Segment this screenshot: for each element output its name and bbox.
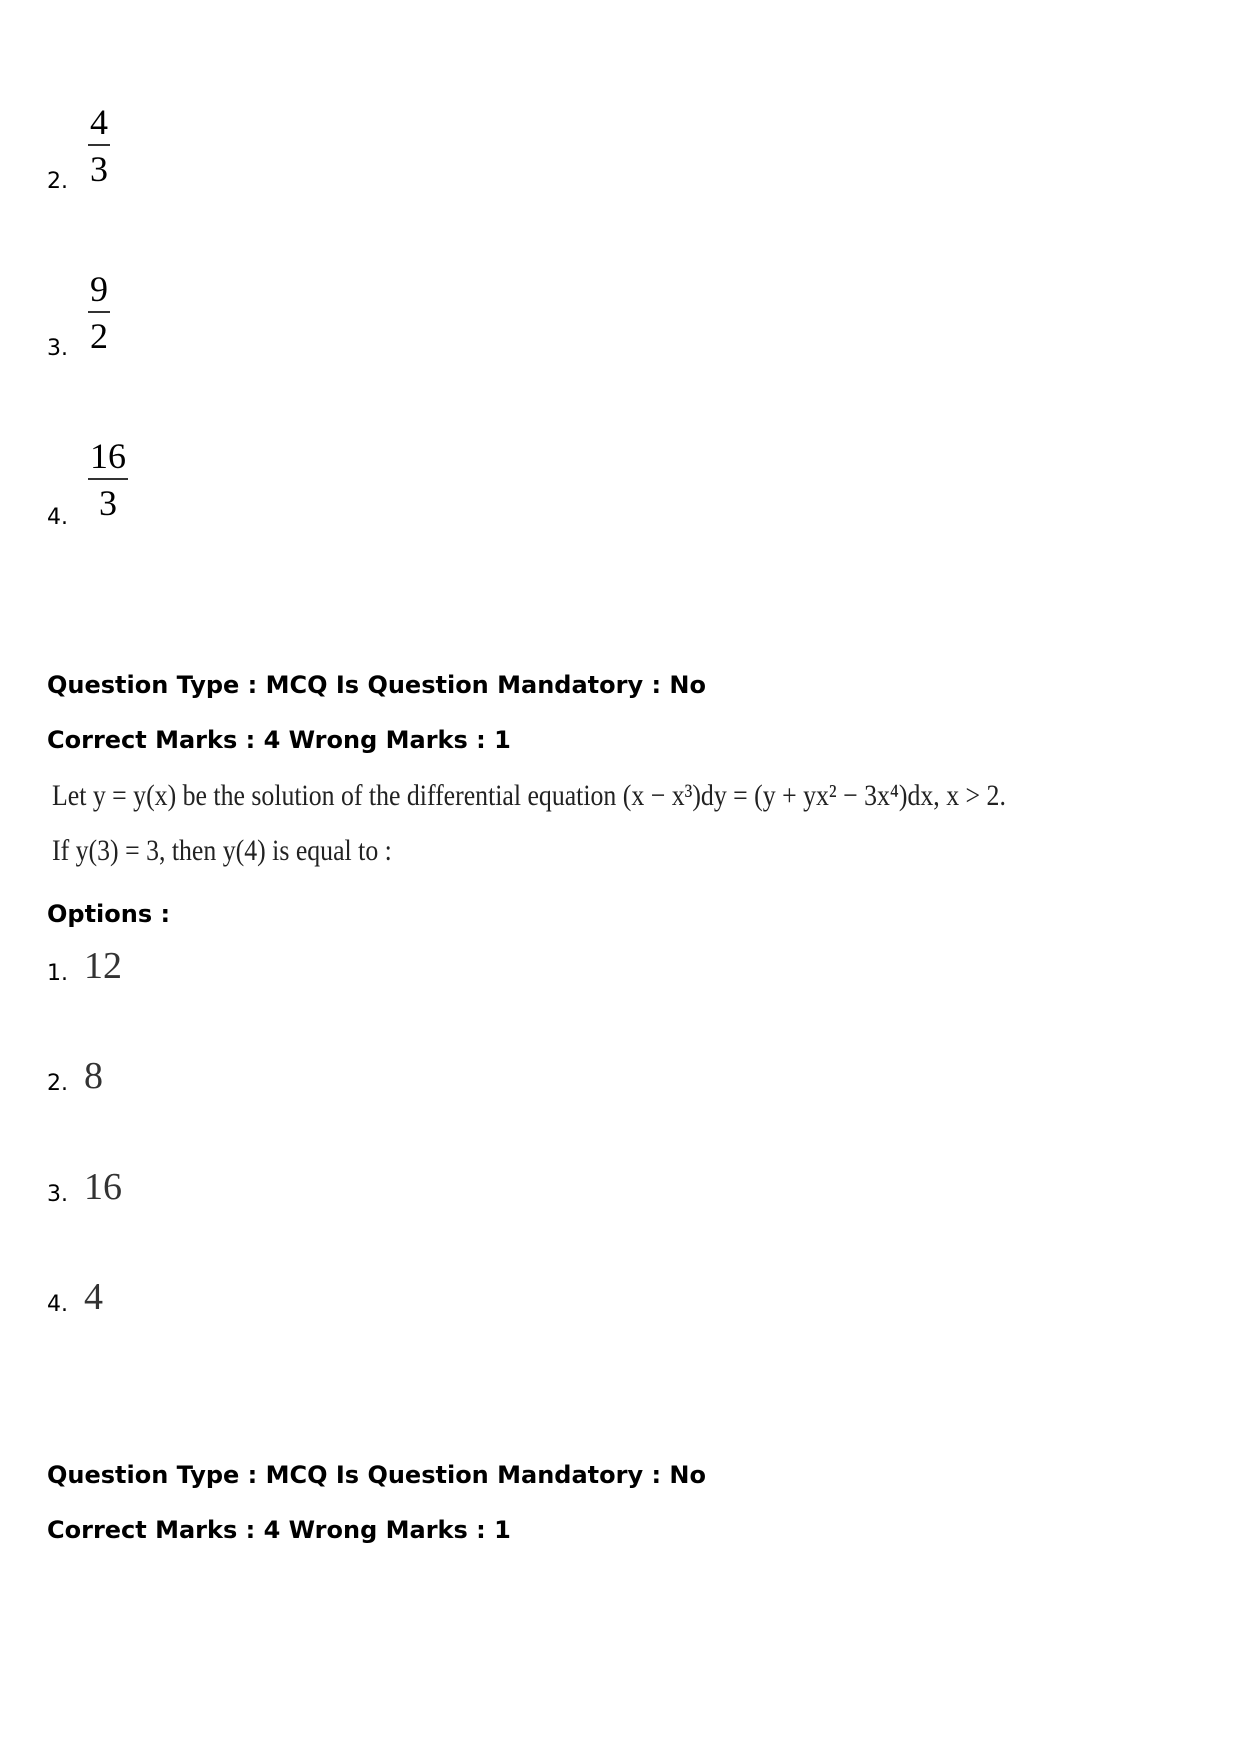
option-number: 2. [47, 169, 68, 194]
stem-line-1 [52, 781, 1006, 811]
marks-line: Correct Marks : 4 Wrong Marks : 1 [47, 1516, 511, 1544]
fraction-bar [88, 144, 110, 146]
stem-line-1-text: Let y = y(x) be the solution of the differential equation (x − x³)dy = (y + yx² − 3x⁴)dx, x > 2. [52, 779, 1006, 812]
option-number: 2. [47, 1071, 68, 1096]
option-value: 12 [84, 945, 122, 987]
stem-line-2-text: If y(3) = 3, then y(4) is equal to : [52, 834, 392, 867]
option-value: 16 [84, 1166, 122, 1208]
marks-line: Correct Marks : 4 Wrong Marks : 1 [47, 726, 511, 754]
fraction-denominator: 3 [90, 149, 108, 189]
option-number: 4. [47, 1292, 68, 1317]
fraction-bar [88, 311, 110, 313]
question-type-line: Question Type : MCQ Is Question Mandatory : No [47, 1461, 706, 1489]
option-number: 3. [47, 336, 68, 361]
options-label: Options : [47, 900, 171, 928]
option-number: 4. [47, 505, 68, 530]
option-fraction [88, 104, 110, 187]
option-number: 3. [47, 1182, 68, 1207]
option-number: 1. [47, 961, 68, 986]
fraction-denominator: 2 [90, 316, 108, 356]
option-fraction [88, 438, 128, 521]
option-fraction [88, 271, 110, 354]
fraction-bar [88, 478, 128, 480]
fraction-numerator: 16 [90, 436, 126, 476]
option-value: 4 [84, 1276, 103, 1318]
fraction-numerator: 4 [90, 102, 108, 142]
fraction-denominator: 3 [99, 483, 117, 523]
fraction-numerator: 9 [90, 269, 108, 309]
stem-line-2 [52, 836, 392, 866]
option-value: 8 [84, 1055, 103, 1097]
question-type-line: Question Type : MCQ Is Question Mandatory : No [47, 671, 706, 699]
